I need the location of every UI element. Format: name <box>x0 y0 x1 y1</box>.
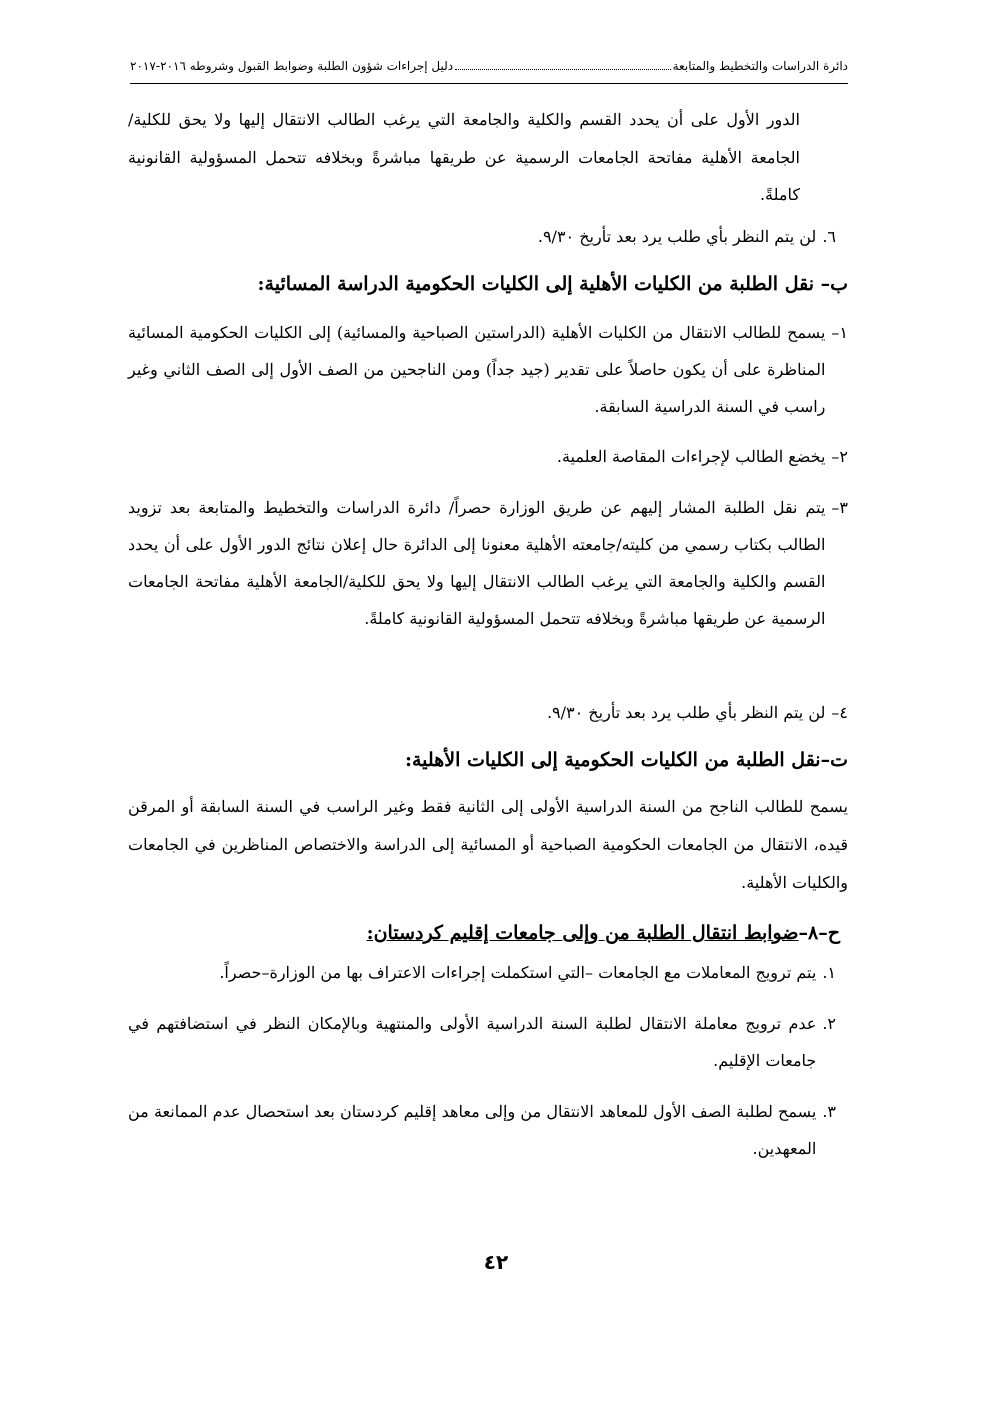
section-b-item-3-number: ٣– <box>831 498 848 517</box>
section-b-heading: ب– نقل الطلبة من الكليات الأهلية إلى الكليات الحكومية الدراسة المسائية: <box>257 273 848 295</box>
section-h-item-2 <box>128 1005 848 1079</box>
section-b-item-1-number: ١– <box>831 323 848 342</box>
section-h-item-2-text: عدم ترويج معاملة الانتقال لطلبة السنة الدراسية الأولى والمنتهية وبالإمكان النظر في استضافتهم في جامعات الإقليم. <box>128 1014 817 1070</box>
header-dots <box>455 68 671 70</box>
page-number: ٤٢ <box>483 1250 509 1274</box>
section-t <box>128 745 848 775</box>
header-guide-title: دليل إجراءات شؤون الطلبة وضوابط القبول وشروطه ٢٠١٦-٢٠١٧ <box>130 59 454 73</box>
section-h-item-3-number: ٣. <box>822 1102 836 1121</box>
item-6-text: لن يتم النظر بأي طلب يرد بعد تأريخ ٩/٣٠. <box>537 227 817 246</box>
section-b-item-1 <box>128 314 848 425</box>
section-t-paragraph: يسمح للطالب الناجح من السنة الدراسية الأولى إلى الثانية فقط وغير الراسب في السنة السابقة أو المرقن قيده، الانتقال من الجامعات الحكومية الصباحية أو المسائية إلى الدراسة والاختصاص المناظرين في الجامعات والكليات الأهلية. <box>128 797 848 892</box>
section-b-item-4 <box>128 694 848 731</box>
section-b-item-3-text: يتم نقل الطلبة المشار إليهم عن طريق الوزارة حصراً/ دائرة الدراسات والتخطيط والمتابعة بعد تزويد الطالب بكتاب رسمي من كليته/جامعته الأهلية معنونا إلى الدائرة حال إعلان نتائج الدور الأول على أن يحدد القسم والكلية والجامعة التي يرغب الطالب الانتقال إليها ولا يحق للكلية/الجامعة الأهلية مفاتحة الجامعات الرسمية عن طريقها مباشرةً وبخلافه تتحمل المسؤولية القانونية كاملةً. <box>128 498 826 628</box>
section-b-item-2 <box>128 438 848 475</box>
section-h-title: ضوابط انتقال الطلبة من وإلى جامعات إقليم كردستان: <box>366 922 799 944</box>
item-6 <box>128 218 848 255</box>
section-b-item-3 <box>128 489 848 637</box>
section-b-item-1-text: يسمح للطالب الانتقال من الكليات الأهلية (الدراستين الصباحية والمسائية) إلى الكليات الحكومية المسائية المناظرة على أن يكون حاصلاً على تقدير (جيد جداً) ومن الناجحين من الصف الأول إلى الصف الثاني وغير راسب في السنة الدراسية السابقة. <box>128 323 826 416</box>
header-rule <box>130 83 848 84</box>
section-h-item-3 <box>128 1093 848 1167</box>
section-h-item-1-number: ١. <box>822 963 836 982</box>
section-t-body <box>128 788 848 902</box>
item-6-number: ٦. <box>822 227 836 246</box>
header-department: دائرة الدراسات والتخطيط والمتابعة <box>672 59 848 73</box>
section-h-item-2-number: ٢. <box>822 1014 836 1033</box>
section-t-heading: ت–نقل الطلبة من الكليات الحكومية إلى الكليات الأهلية: <box>404 749 848 771</box>
section-h-item-1 <box>128 954 848 991</box>
section-b-item-2-number: ٢– <box>831 447 848 466</box>
section-h-item-3-text: يسمح لطلبة الصف الأول للمعاهد الانتقال من وإلى معاهد إقليم كردستان بعد استحصال عدم الممانعة من المعهدين. <box>128 1102 817 1158</box>
section-b <box>128 269 848 299</box>
section-b-item-2-text: يخضع الطالب لإجراءات المقاصة العلمية. <box>556 447 826 466</box>
section-h <box>128 918 848 948</box>
section-h-prefix: ح–٨– <box>798 922 840 944</box>
section-b-item-4-number: ٤– <box>831 703 848 722</box>
continuation-paragraph: الدور الأول على أن يحدد القسم والكلية والجامعة التي يرغب الطالب الانتقال إليها ولا يحق للكلية/الجامعة الأهلية مفاتحة الجامعات الرسمية عن طريقها مباشرةً وبخلافه تتحمل المسؤولية القانونية كاملةً. <box>128 110 800 204</box>
page-header <box>130 58 848 74</box>
section-h-item-1-text: يتم ترويج المعاملات مع الجامعات –التي استكملت إجراءات الاعتراف بها من الوزارة–حصراً. <box>219 963 817 982</box>
section-b-item-4-text: لن يتم النظر بأي طلب يرد بعد تأريخ ٩/٣٠. <box>546 703 826 722</box>
section-h-heading <box>128 918 848 948</box>
continuation-block <box>128 101 848 214</box>
